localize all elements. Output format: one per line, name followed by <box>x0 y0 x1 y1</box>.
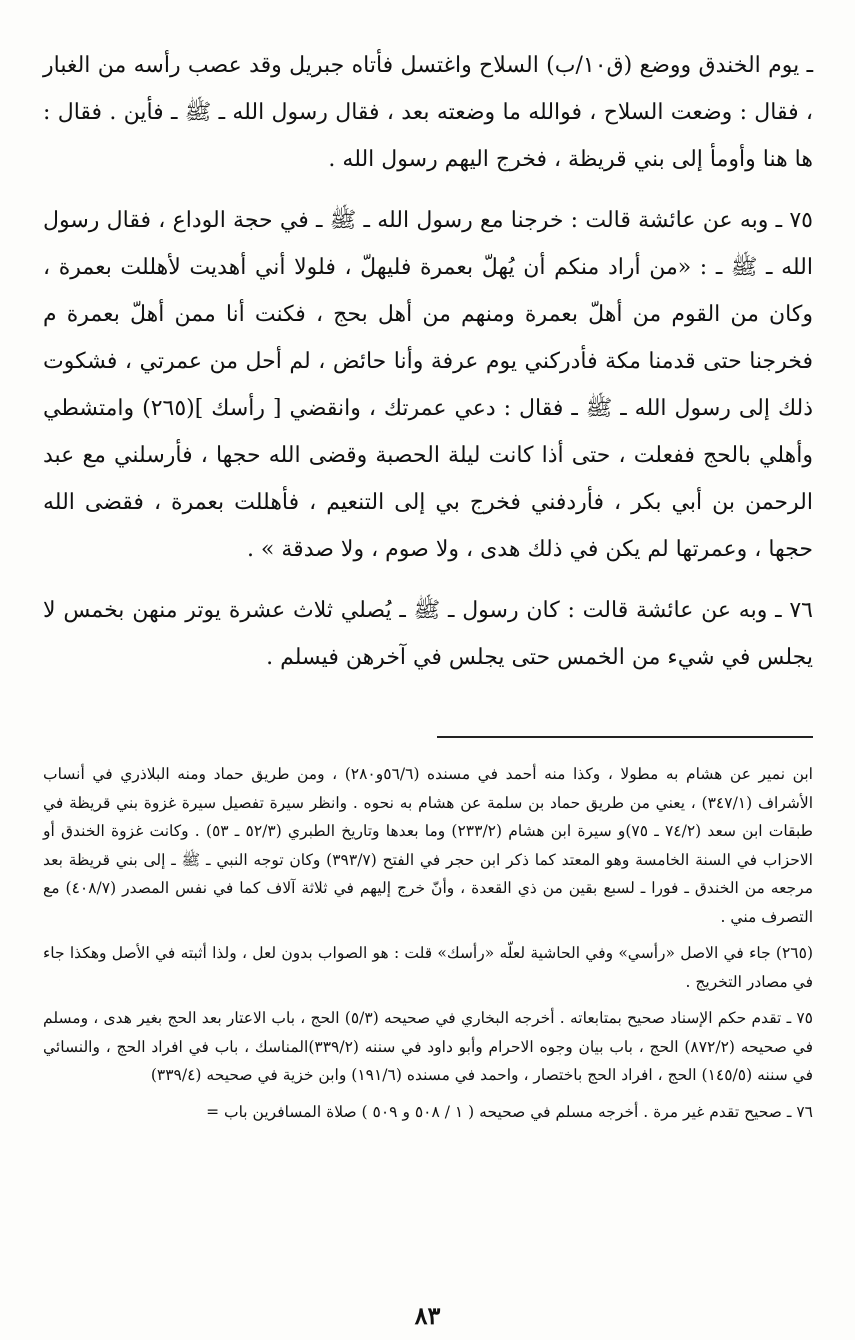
main-text <box>43 42 813 695</box>
paragraph-continuation: ـ يوم الخندق ووضع (ق١٠/ب) السلاح واغتسل فأتاه جبريل وقد عصب رأسه من الغبار ، فقال : وضعت السلاح ، فوالله ما وضعته بعد ، فقال رسول الله ـ ﷺ ـ فأين . فقال : ها هنا وأومأ إلى بني قريظة ، فخرج اليهم رسول الله . <box>43 53 814 172</box>
footnotes <box>43 760 813 1134</box>
page-number: ٨٣ <box>414 1301 441 1330</box>
footnote-separator <box>437 736 813 738</box>
hadith-75: ٧٥ ـ وبه عن عائشة قالت : خرجنا مع رسول الله ـ ﷺ ـ في حجة الوداع ، فقال رسول الله ـ ﷺ ـ : «من أراد منكم أن يُهلّ بعمرة فليهلّ ، فلولا أني أهديت لأهللت بعمرة ، وكان من القوم من أهلّ بعمرة ومنهم من أهل بحج ، فكنت أنا ممن أهلّ بعمرة م فخرجنا حتى قدمنا مكة فأدركني يوم عرفة وأنا حائض ، لم أحل من عمرتي ، فشكوت ذلك إلى رسول الله ـ ﷺ ـ فقال : دعي عمرتك ، وانقضي [ رأسك ](٢٦٥) وامتشطي وأهلي بالحج ففعلت ، حتى أذا كانت ليلة الحصبة وقضى الله حجها ، فأرسلني مع عبد الرحمن بن أبي بكر ، فأردفني فخرج بي إلى التنعيم ، فأهللت بعمرة ، فقضى الله حجها ، وعمرتها لم يكن في ذلك هدى ، ولا صوم ، ولا صدقة » . <box>43 208 813 562</box>
footnote-75: ٧٥ ـ تقدم حكم الإسناد صحيح بمتابعاته . أخرجه البخاري في صحيحه (٥/٣) الحج ، باب الاعتار بعد الحج بغير هدى ، ومسلم في صحيحه (٨٧٢/٢) الحج ، باب بيان وجوه الاحرام وأبو داود في سننه (٣٣٩/٢)المناسك ، باب في افراد الحج ، والنسائي في سننه (١٤٥/٥) الحج ، افراد الحج باختصار ، واحمد في مسنده (١٩١/٦) وابن خزية في صحيحه (٣٣٩/٤) <box>43 1009 814 1084</box>
hadith-76: ٧٦ ـ وبه عن عائشة قالت : كان رسول ـ ﷺ ـ يُصلي ثلاث عشرة يوتر منهن بخمس لا يجلس في شيء من الخمس حتى يجلس في آخرهن فيسلم . <box>43 598 813 670</box>
footnote-265: (٢٦٥) جاء في الاصل «رأسي» وفي الحاشية لعلّه «رأسك» قلت : هو الصواب بدون لعل ، ولذا أثبته في الأصل وهكذا جاء في مصادر التخريج . <box>43 944 813 991</box>
footnote-previous-continuation: ابن نمير عن هشام به مطولا ، وكذا منه أحمد في مسنده (٥٦/٦و٢٨٠) ، ومن طريق حماد ومنه البلاذري في أنساب الأشراف (٣٤٧/١) ، يعني من طريق حماد بن سلمة عن هشام به نحوه . وانظر سيرة تفصيل سيرة غزوة بني قريظة في طبقات ابن سعد (٧٤/٢ ـ ٧٥)و سيرة ابن هشام (٢٣٣/٢) وما بعدها وتاريخ الطبري (٥٢/٣ ـ ٥٣) . وكانت غزوة الخندق أو الاحزاب في السنة الخامسة وهو المعتد كما ذكر ابن حجر في الفتح (٣٩٣/٧) وكان توجه النبي ـ ﷺ ـ إلى بني قريظة بعد مرجعه من الخندق ـ فورا ـ لسبع بقين من ذي القعدة ، وأنّ خرج إليهم في ثلاثة آلاف كما في نفس المصدر (٤٠٨/٧) مع التصرف مني . <box>43 765 813 926</box>
footnote-76: ٧٦ ـ صحيح تقدم غير مرة . أخرجه مسلم في صحيحه ( ١ / ٥٠٨ و ٥٠٩ ) صلاة المسافرين باب = <box>206 1102 813 1121</box>
